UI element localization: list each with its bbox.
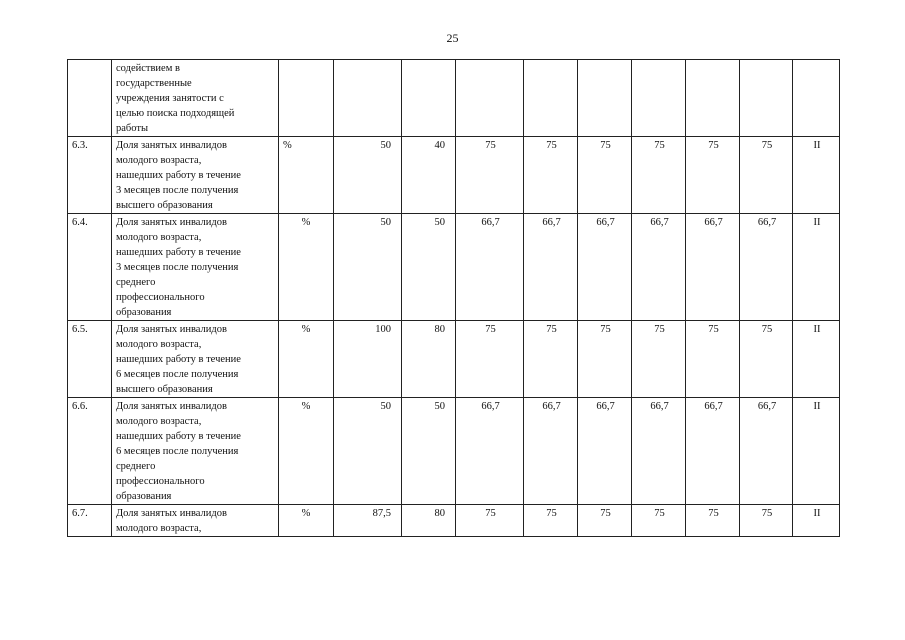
value-cell: 80 <box>402 505 456 537</box>
indicator-name-line: нашедших работу в течение <box>116 354 241 365</box>
indicator-name-line: целью поиска подходящей <box>116 108 235 119</box>
indicator-name-line: высшего образования <box>116 200 213 211</box>
value-cell: 75 <box>524 321 578 398</box>
value-cell: 50 <box>334 214 402 321</box>
indicator-name-line: молодого возраста, <box>116 155 202 166</box>
indicator-name-line: молодого возраста, <box>116 232 202 243</box>
table-row <box>68 137 840 214</box>
indicator-name-line: молодого возраста, <box>116 416 202 427</box>
group-cell <box>793 60 840 137</box>
value-cell: 75 <box>740 321 793 398</box>
unit-cell: % <box>279 214 334 321</box>
value-cell: 75 <box>578 137 632 214</box>
row-number: 6.6. <box>68 398 112 505</box>
group-cell: II <box>793 398 840 505</box>
indicators-table <box>67 59 840 537</box>
indicator-name-line: нашедших работу в течение <box>116 247 241 258</box>
indicator-name-line: Доля занятых инвалидов <box>116 508 227 519</box>
indicator-name-line: профессионального <box>116 292 205 303</box>
value-cell: 66,7 <box>578 398 632 505</box>
value-cell <box>334 60 402 137</box>
value-cell: 75 <box>524 137 578 214</box>
table-body <box>68 60 840 537</box>
value-cell: 50 <box>402 214 456 321</box>
value-cell: 66,7 <box>632 398 686 505</box>
indicator-name-line: государственные <box>116 78 192 89</box>
value-cell: 66,7 <box>456 214 524 321</box>
indicator-name <box>112 505 279 537</box>
value-cell: 75 <box>456 137 524 214</box>
value-cell: 75 <box>456 321 524 398</box>
value-cell: 75 <box>632 321 686 398</box>
value-cell: 50 <box>402 398 456 505</box>
table-row <box>68 505 840 537</box>
table-row <box>68 398 840 505</box>
unit-cell: % <box>279 137 334 214</box>
value-cell: 75 <box>632 505 686 537</box>
group-cell: II <box>793 214 840 321</box>
indicator-name <box>112 60 279 137</box>
indicator-name-line: образования <box>116 491 172 502</box>
value-cell: 75 <box>740 505 793 537</box>
unit-cell <box>279 60 334 137</box>
indicator-name-line: высшего образования <box>116 384 213 395</box>
indicator-name-line: содействием в <box>116 63 180 74</box>
value-cell: 50 <box>334 137 402 214</box>
value-cell: 75 <box>524 505 578 537</box>
value-cell: 66,7 <box>740 214 793 321</box>
indicator-name-line: работы <box>116 123 149 134</box>
indicator-name-line: 3 месяцев после получения <box>116 262 239 273</box>
value-cell: 66,7 <box>686 398 740 505</box>
indicator-name-line: Доля занятых инвалидов <box>116 217 227 228</box>
value-cell: 75 <box>632 137 686 214</box>
value-cell: 66,7 <box>578 214 632 321</box>
indicator-name-line: Доля занятых инвалидов <box>116 140 227 151</box>
value-cell: 75 <box>686 505 740 537</box>
unit-cell: % <box>279 321 334 398</box>
value-cell: 75 <box>686 137 740 214</box>
row-number: 6.4. <box>68 214 112 321</box>
value-cell: 66,7 <box>456 398 524 505</box>
row-number: 6.5. <box>68 321 112 398</box>
unit-cell: % <box>279 505 334 537</box>
indicator-name-line: учреждения занятости с <box>116 93 224 104</box>
value-cell: 75 <box>740 137 793 214</box>
value-cell: 66,7 <box>524 214 578 321</box>
value-cell: 75 <box>686 321 740 398</box>
value-cell: 75 <box>578 321 632 398</box>
indicator-name-line: среднего <box>116 461 156 472</box>
indicator-name-line: образования <box>116 307 172 318</box>
value-cell: 75 <box>578 505 632 537</box>
indicator-name <box>112 214 279 321</box>
value-cell <box>524 60 578 137</box>
indicator-name <box>112 321 279 398</box>
indicator-name-line: 6 месяцев после получения <box>116 369 239 380</box>
value-cell: 66,7 <box>686 214 740 321</box>
group-cell: II <box>793 505 840 537</box>
unit-cell: % <box>279 398 334 505</box>
indicator-name-line: нашедших работу в течение <box>116 431 241 442</box>
value-cell <box>456 60 524 137</box>
value-cell: 80 <box>402 321 456 398</box>
value-cell: 66,7 <box>632 214 686 321</box>
table-row <box>68 60 840 137</box>
indicator-name-line: Доля занятых инвалидов <box>116 401 227 412</box>
value-cell <box>740 60 793 137</box>
value-cell: 100 <box>334 321 402 398</box>
row-number: 6.3. <box>68 137 112 214</box>
group-cell: II <box>793 137 840 214</box>
value-cell: 66,7 <box>524 398 578 505</box>
value-cell <box>402 60 456 137</box>
group-cell: II <box>793 321 840 398</box>
indicator-name <box>112 137 279 214</box>
value-cell: 75 <box>456 505 524 537</box>
page-number: 25 <box>446 31 459 45</box>
value-cell: 87,5 <box>334 505 402 537</box>
indicator-name-line: Доля занятых инвалидов <box>116 324 227 335</box>
value-cell: 66,7 <box>740 398 793 505</box>
indicator-name-line: молодого возраста, <box>116 523 202 534</box>
row-number: 6.7. <box>68 505 112 537</box>
indicator-name-line: 3 месяцев после получения <box>116 185 239 196</box>
value-cell <box>686 60 740 137</box>
indicator-name-line: 6 месяцев после получения <box>116 446 239 457</box>
indicator-name-line: молодого возраста, <box>116 339 202 350</box>
value-cell <box>632 60 686 137</box>
value-cell: 50 <box>334 398 402 505</box>
indicator-name-line: профессионального <box>116 476 205 487</box>
table-row <box>68 214 840 321</box>
indicator-name <box>112 398 279 505</box>
value-cell <box>578 60 632 137</box>
indicator-name-line: среднего <box>116 277 156 288</box>
row-number <box>68 60 112 137</box>
table-row <box>68 321 840 398</box>
value-cell: 40 <box>402 137 456 214</box>
indicator-name-line: нашедших работу в течение <box>116 170 241 181</box>
